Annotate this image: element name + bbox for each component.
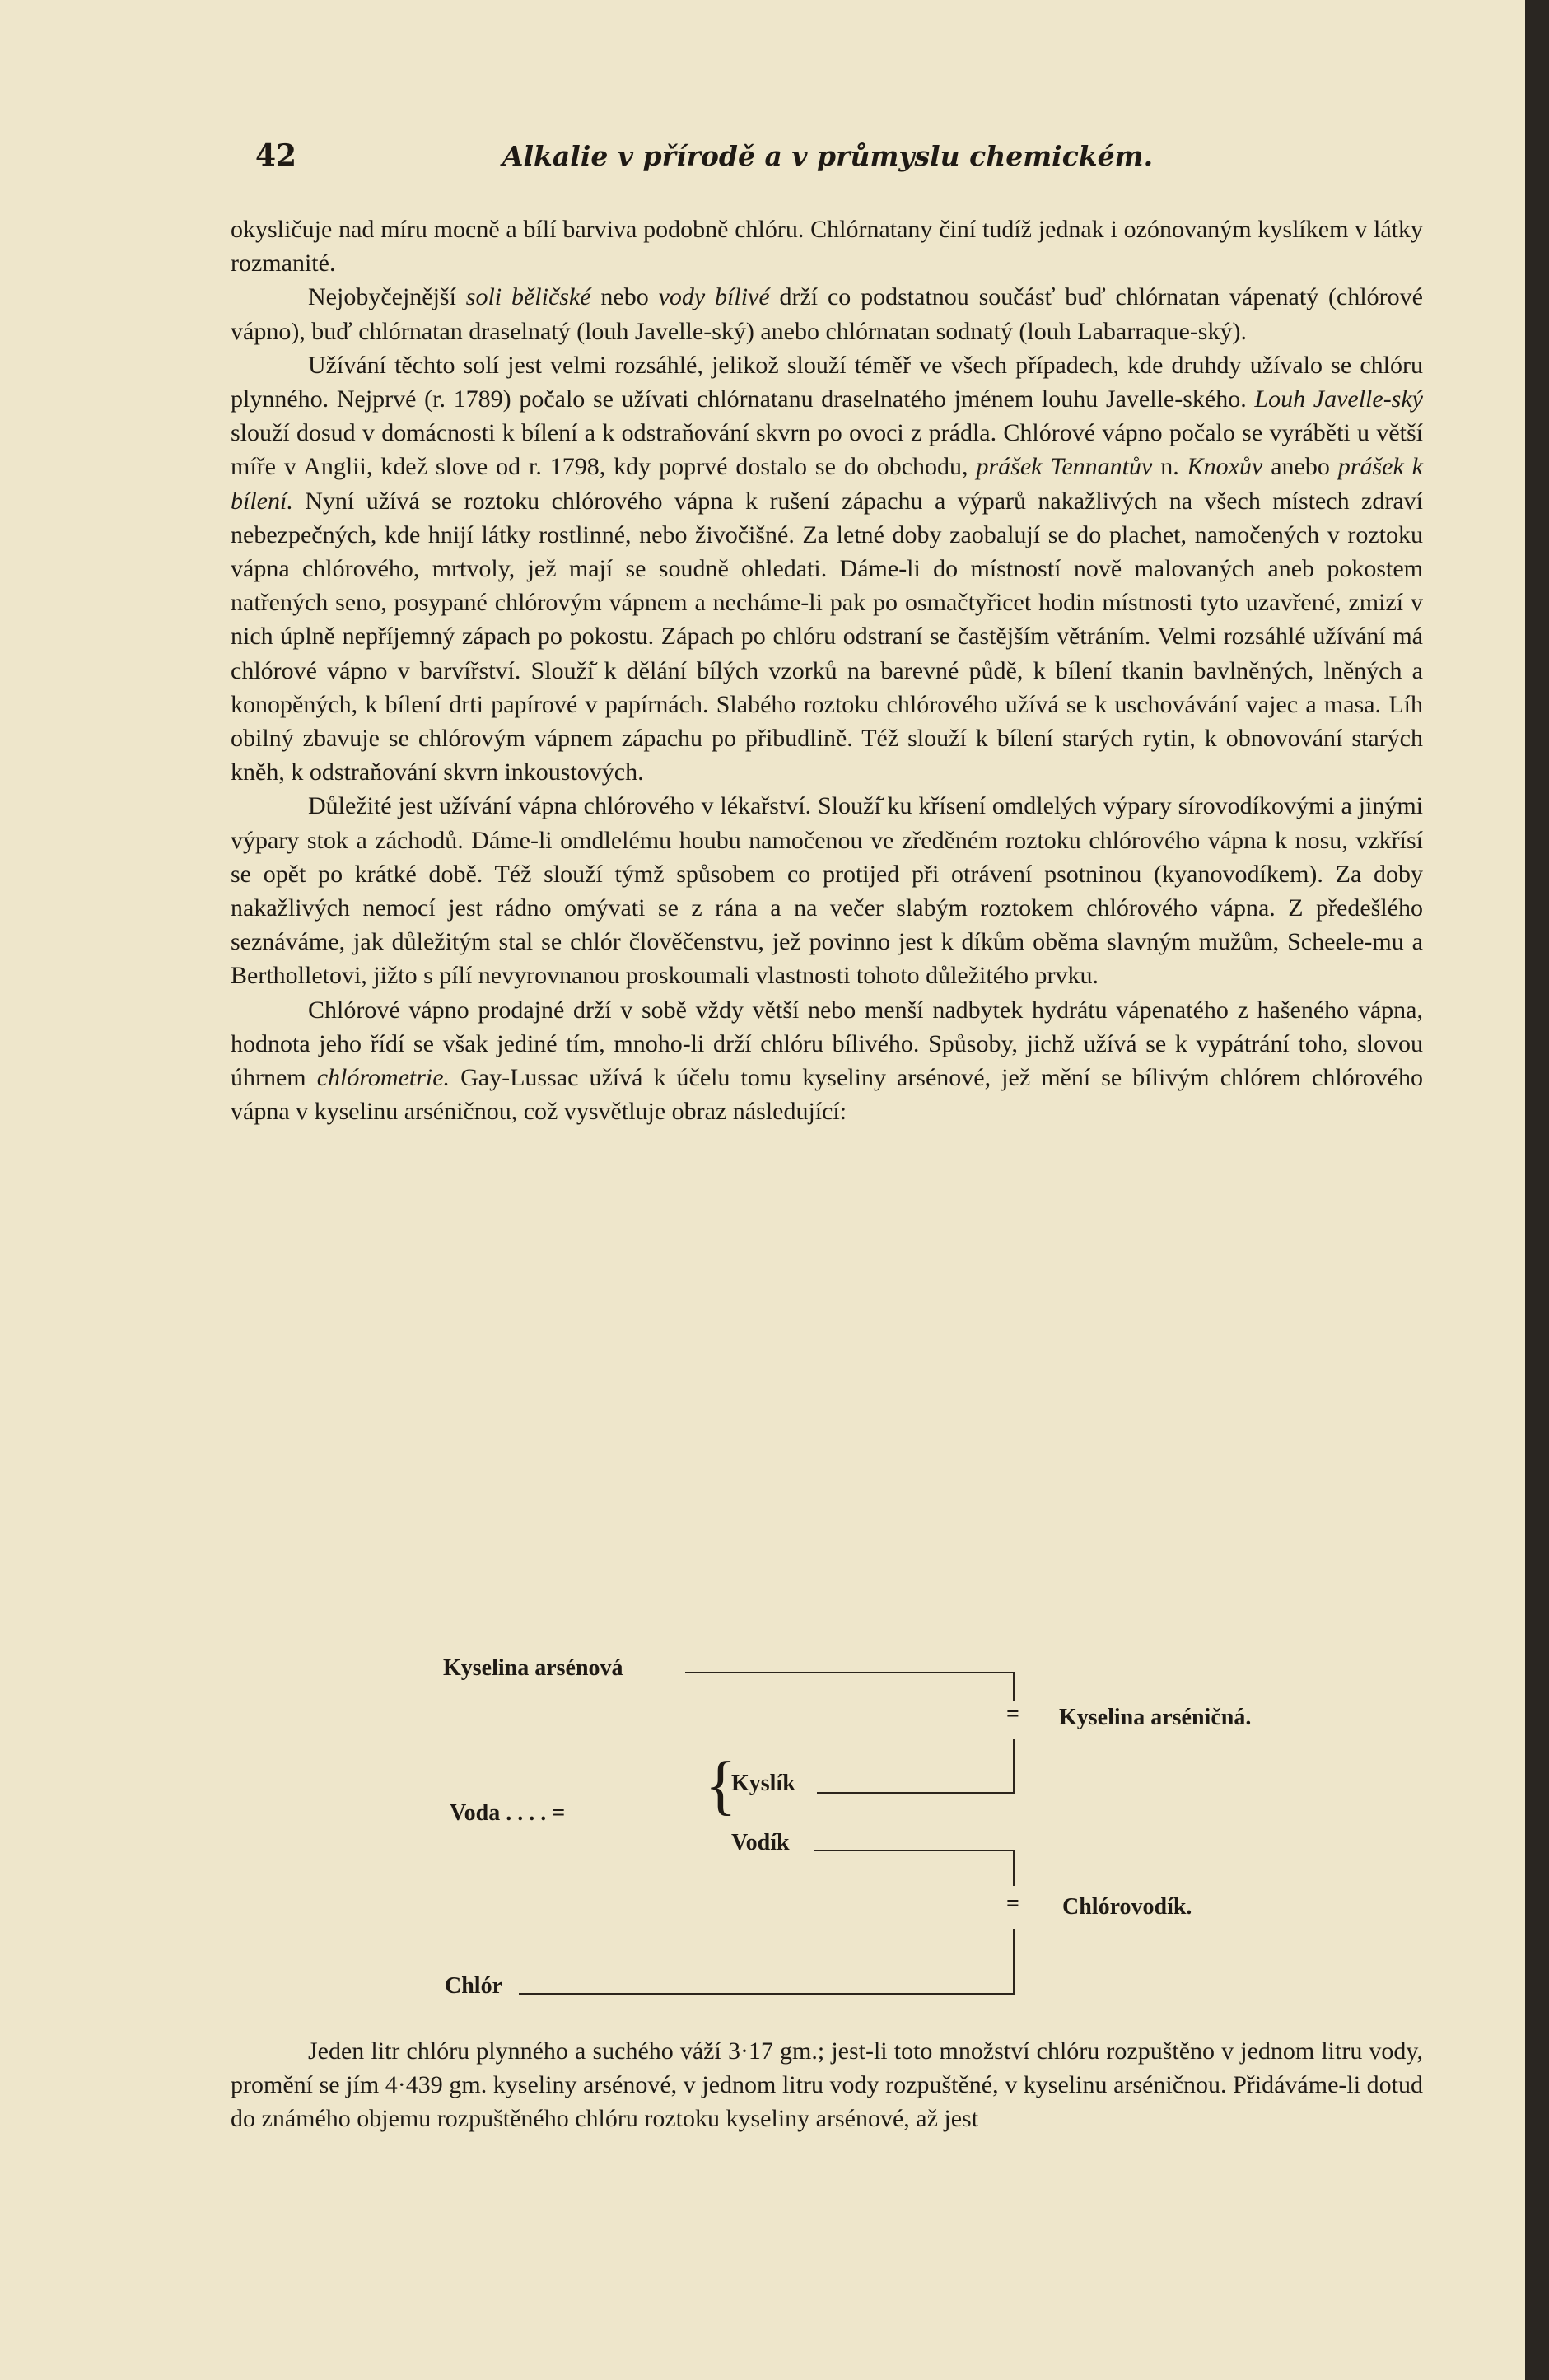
paragraph: [231, 993, 1423, 1129]
label-hydrogen: Vodík: [731, 1830, 790, 1855]
text-run: drží co podstatnou součásť buď chlórnatan vápenatý (chlórové vápno), buď chlórnatan draselnatý (louh Javelle-ský) anebo chlórnatan sodnatý (louh Labarraque-ský).: [231, 283, 1423, 345]
label-chlorine: Chlór: [445, 1973, 502, 1999]
italic-term: soli běličské: [465, 283, 591, 311]
label-acid-arsenic: Kyselina arsénová: [443, 1655, 623, 1681]
text-run: Nejobyčejnější: [308, 283, 466, 311]
line-acid-arsenic: [685, 1672, 1015, 1673]
brace: {: [705, 1749, 737, 1822]
paragraph: [231, 789, 1423, 992]
closing-text: [231, 2034, 1423, 2136]
label-acid-arsenic-result: Kyselina arséničná.: [1059, 1705, 1252, 1730]
equals-sign-2: =: [1006, 1891, 1019, 1916]
equals-sign-1: =: [1006, 1701, 1019, 1727]
italic-term: prášek Tennantův: [976, 453, 1153, 481]
vline-mid-1: [1013, 1850, 1015, 1886]
page-number: 42: [255, 138, 297, 173]
text-run: Užívání těchto solí jest velmi rozsáhlé, jelikož slouží téměř ve všech případech, kde druhdy užívalo se chlóru plynného. Nejprvé (r. 1789) počalo se užívati chlórnatanu draselnatého jménem louhu Javelle-ského.: [231, 351, 1423, 413]
page-header: [232, 138, 1423, 180]
paragraph: [231, 280, 1423, 348]
text-run: okysličuje nad míru mocně a bílí barviva podobně chlóru. Chlórnatany činí tudíž jednak i ozónovaným kyslíkem v látky rozmanité.: [231, 216, 1423, 278]
label-water: Voda . . . . =: [450, 1800, 566, 1826]
text-run: Důležité jest užívání vápna chlórového v lékařství. Slouží̆ ku křísení omdlelých výpary sírovodíkovými a jinými výpary stok a záchodů. Dáme-li omdlelému houbu namočenou ve zředěném roztoku chlórového vápna k nosu, vzkřísí se opět po krátké době. Též slouží týmž spůsobem co protijed při otrávení psotninou (kyanovodíkem). Za doby nakažlivých nemocí jest rádno omývati se z rána a na večer slabým roztokem chlórového vápna. Z předešlého seznáváme, jak důležitým stal se chlór člověčenstvu, jež povinno jest k díkům oběma slavným mužům, Scheele-mu a Bertholletovi, jižto s pílí nevyrovnanou proskoumali vlastnosti tohoto důležitého prvku.: [231, 792, 1423, 990]
line-chlorine: [519, 1993, 1015, 1995]
italic-term: Louh Javelle-ský: [1254, 385, 1423, 413]
vline-bottom: [1013, 1929, 1015, 1993]
text-run: nebo: [590, 283, 659, 311]
vline-top-1: [1013, 1672, 1015, 1701]
vline-top-2: [1013, 1739, 1015, 1792]
line-hydrogen: [814, 1850, 1015, 1851]
italic-term: prášek k bílení.: [231, 453, 1424, 515]
paragraph: [231, 348, 1423, 790]
italic-term: chlórometrie.: [316, 1064, 450, 1092]
text-run: slouží dosud v domácnosti k bílení a k odstraňování skvrn po ovoci z prádla. Chlórové vápno počalo se vyráběti u větší míře v Anglii, kdež slove od r. 1798, kdy poprvé dostalo se do obchodu,: [231, 419, 1423, 481]
running-title: Alkalie v přírodě a v průmyslu chemickém.: [502, 140, 1154, 172]
text-run: n.: [1152, 453, 1187, 481]
label-hcl: Chlórovodík.: [1062, 1894, 1192, 1920]
body-text: [231, 212, 1423, 1128]
text-run: Chlórové vápno prodajné drží v sobě vždy větší nebo menší nadbytek hydrátu vápenatého z hašeného vápna, hodnota jeho řídí se však jediné tím, mnoho-li drží chlóru bílivého. Spůsoby, jichž užívá se k vypátrání toho, slovou úhrnem: [231, 996, 1423, 1092]
paragraph: [231, 212, 1423, 280]
page-binding-edge: [1525, 0, 1549, 2380]
chlorometry-diagram: [231, 1647, 1423, 2009]
label-oxygen: Kyslík: [731, 1771, 795, 1796]
italic-term: Knoxův: [1187, 453, 1263, 481]
text-run: Gay-Lussac užívá k účelu tomu kyseliny arsénové, jež mění se bílivým chlórem chlórového vápna v kyselinu arséničnou, což vysvětluje obraz následující:: [231, 1064, 1423, 1126]
text-run: anebo: [1262, 453, 1338, 481]
italic-term: vody bílivé: [658, 283, 770, 311]
closing-paragraph: Jeden litr chlóru plynného a suchého váží 3·17 gm.; jest-li toto množství chlóru rozpuštěno v jednom litru vody, promění se jím 4·439 gm. kyseliny arsénové, v jednom litru vody rozpuštěné, v kyselinu arséničnou. Přidáváme-li dotud do známého objemu rozpuštěného chlóru roztoku kyseliny arsénové, až jest: [231, 2037, 1423, 2133]
text-run: Nyní užívá se roztoku chlórového vápna k rušení zápachu a výparů nakažlivých na všech místech zdraví nebezpečných, kde hnijí látky rostlinné, nebo živočišné. Za letné doby zaobalují se do plachet, namočených v roztoku vápna chlórového, mrtvoly, jež mají se soudně ohledati. Dáme-li do místností nově malovaných aneb pokostem natřených seno, posypané chlórovým vápnem a necháme-li pak po osmačtyřicet hodin místnosti tyto uzavřené, zmizí v nich úplně nepříjemný zápach po pokostu. Zápach po chlóru odstraní se častějším větráním. Velmi rozsáhlé užívání má chlórové vápno v barvířství. Slouží̆ k dělání bílých vzorků na barevné půdě, k bílení tkanin bavlněných, lněných a konopěných, k bílení drti papírové v papírnách. Slabého roztoku chlórového užívá se k uschovávání vajec a masa. Líh obilný zbavuje se chlórovým vápnem zápachu po přibudlině. Též slouží k bílení starých rytin, k obnovování starých kněh, k odstraňování skvrn inkoustových.: [231, 487, 1423, 786]
line-oxygen: [817, 1792, 1015, 1794]
